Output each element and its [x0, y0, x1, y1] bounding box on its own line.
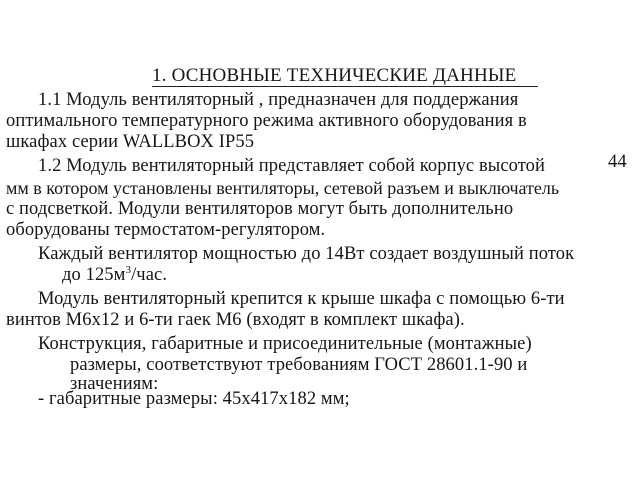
paragraph-line: шкафах серии WALLBOX IP55: [6, 132, 255, 152]
superscript: 3: [125, 263, 132, 276]
paragraph-line: с подсветкой. Модули вентиляторов могут быть дополнительно: [6, 199, 514, 219]
paragraph-line: оптимального температурного режима активного оборудования в: [6, 111, 527, 131]
paragraph-line: оборудованы термостатом-регулятором.: [6, 220, 326, 240]
paragraph-line: [62, 265, 167, 286]
paragraph-line: 44: [608, 152, 627, 172]
paragraph-line: Модуль вентиляторный крепится к крыше шкафа с помощью 6-ти: [38, 289, 565, 309]
paragraph-line: размеры, соответствуют требованиям ГОСТ 28601.1-90 и: [70, 355, 528, 375]
paragraph-line: Конструкция, габаритные и присоединительные (монтажные): [38, 334, 532, 354]
section-title: 1. ОСНОВНЫЕ ТЕХНИЧЕСКИЕ ДАННЫЕ: [152, 65, 517, 86]
paragraph-line: 1.1 Модуль вентиляторный , предназначен для поддержания: [38, 90, 519, 110]
flow-unit: /час.: [131, 265, 168, 285]
flow-value: до 125м: [62, 265, 126, 285]
paragraph-line: значениям:: [70, 374, 159, 394]
paragraph-line: мм в котором установлены вентиляторы, сетевой разъем и выключатель: [6, 178, 560, 198]
paragraph-line: 1.2 Модуль вентиляторный представляет собой корпус высотой: [38, 156, 546, 176]
paragraph-line: - габаритные размеры: 45х417х182 мм;: [38, 389, 350, 409]
paragraph-line: Каждый вентилятор мощностью до 14Вт создает воздушный поток: [38, 244, 575, 264]
title-underline: [152, 86, 538, 87]
paragraph-line: винтов М6х12 и 6-ти гаек М6 (входят в комплект шкафа).: [6, 310, 465, 330]
